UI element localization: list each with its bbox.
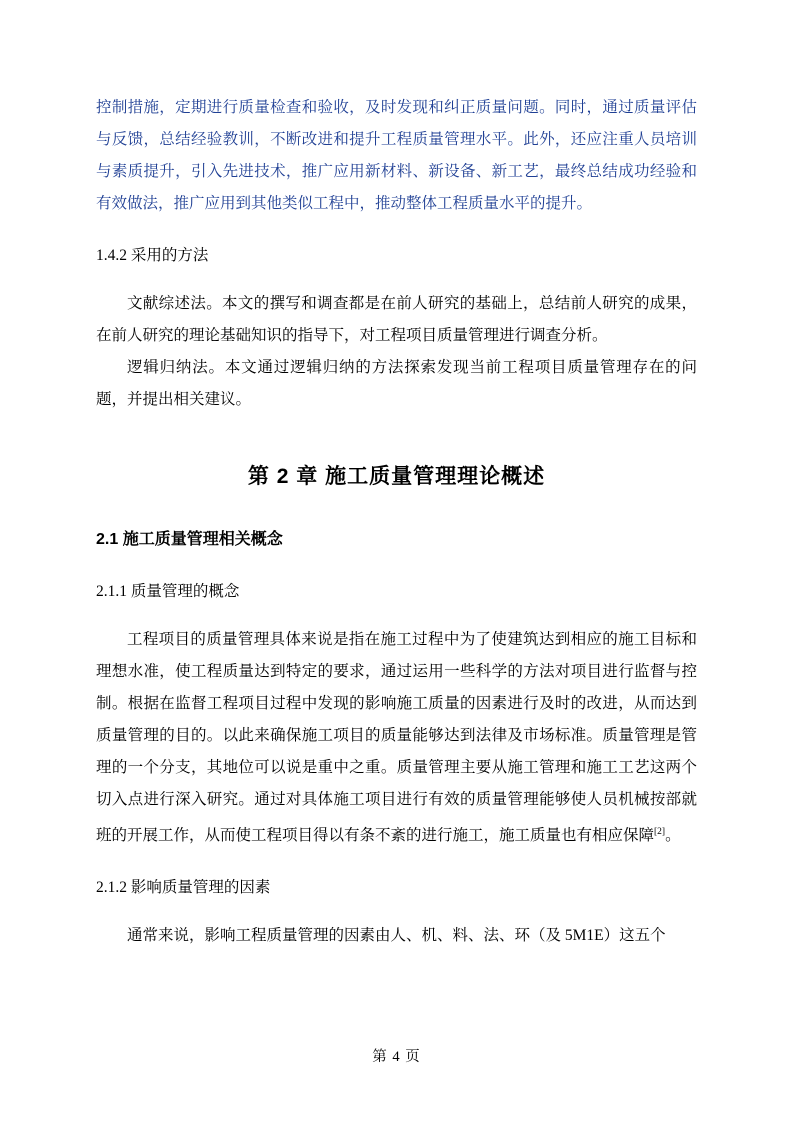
chapter-title: 第 2 章 施工质量管理理论概述	[247, 465, 546, 488]
spacer	[96, 272, 697, 288]
quality-management-paragraph	[96, 624, 697, 852]
spacer	[96, 494, 697, 524]
page-footer	[0, 1045, 793, 1066]
spacer	[96, 904, 697, 920]
heading-2-1-2: 2.1.2 影响质量管理的因素	[96, 879, 271, 897]
intro-paragraph: 控制措施，定期进行质量检查和验收，及时发现和纠正质量问题。同时，通过质量评估与反馈，总结经验教训，不断改进和提升工程质量管理水平。此外，还应注重人员培训与素质提升，引入先进技术，推广应用新材料、新设备、新工艺，最终总结成功经验和有效做法，推广应用到其他类似工程中，推动整体工程质量水平的提升。	[96, 99, 697, 212]
method-paragraph-2: 逻辑归纳法。本文通过逻辑归纳的方法探索发现当前工程项目质量管理存在的问题，并提出相关建议。	[96, 359, 697, 408]
quality-paragraph-end: 。	[665, 827, 681, 845]
method-paragraph-1: 文献综述法。本文的撰写和调查都是在前人研究的基础上，总结前人研究的成果，在前人研究的理论基础知识的指导下，对工程项目质量管理进行调查分析。	[96, 295, 697, 344]
heading-2-1: 2.1 施工质量管理相关概念	[96, 531, 283, 548]
spacer	[96, 556, 697, 576]
quality-paragraph-text: 工程项目的质量管理具体来说是指在施工过程中为了使建筑达到相应的施工目标和理想水准，使工程质量达到特定的要求，通过运用一些科学的方法对项目进行监督与控制。根据在监督工程项目过程中发现的影响施工质量的因素进行及时的改进，从而达到质量管理的目的。以此来确保施工项目的质量能够达到法律及市场标准。质量管理是管理的一个分支，其地位可以说是重中之重。质量管理主要从施工管理和施工工艺这两个切入点进行深入研究。通过对具体施工项目进行有效的质量管理能够使人员机械按部就班的开展工作，从而使工程项目得以有条不紊的进行施工，施工质量也有相应保障	[96, 631, 697, 845]
spacer	[96, 220, 697, 240]
page-number-label: 第 4 页	[372, 1049, 421, 1065]
heading-2-1-1: 2.1.1 质量管理的概念	[96, 583, 240, 600]
footnote-reference: [2]	[654, 827, 666, 837]
heading-1-4-2: 1.4.2 采用的方法	[96, 247, 209, 264]
spacer	[96, 608, 697, 624]
spacer	[96, 852, 697, 872]
factors-paragraph: 通常来说，影响工程质量管理的因素由人、机、料、法、环（及 5M1E）这五个	[127, 927, 666, 945]
spacer	[96, 416, 697, 460]
